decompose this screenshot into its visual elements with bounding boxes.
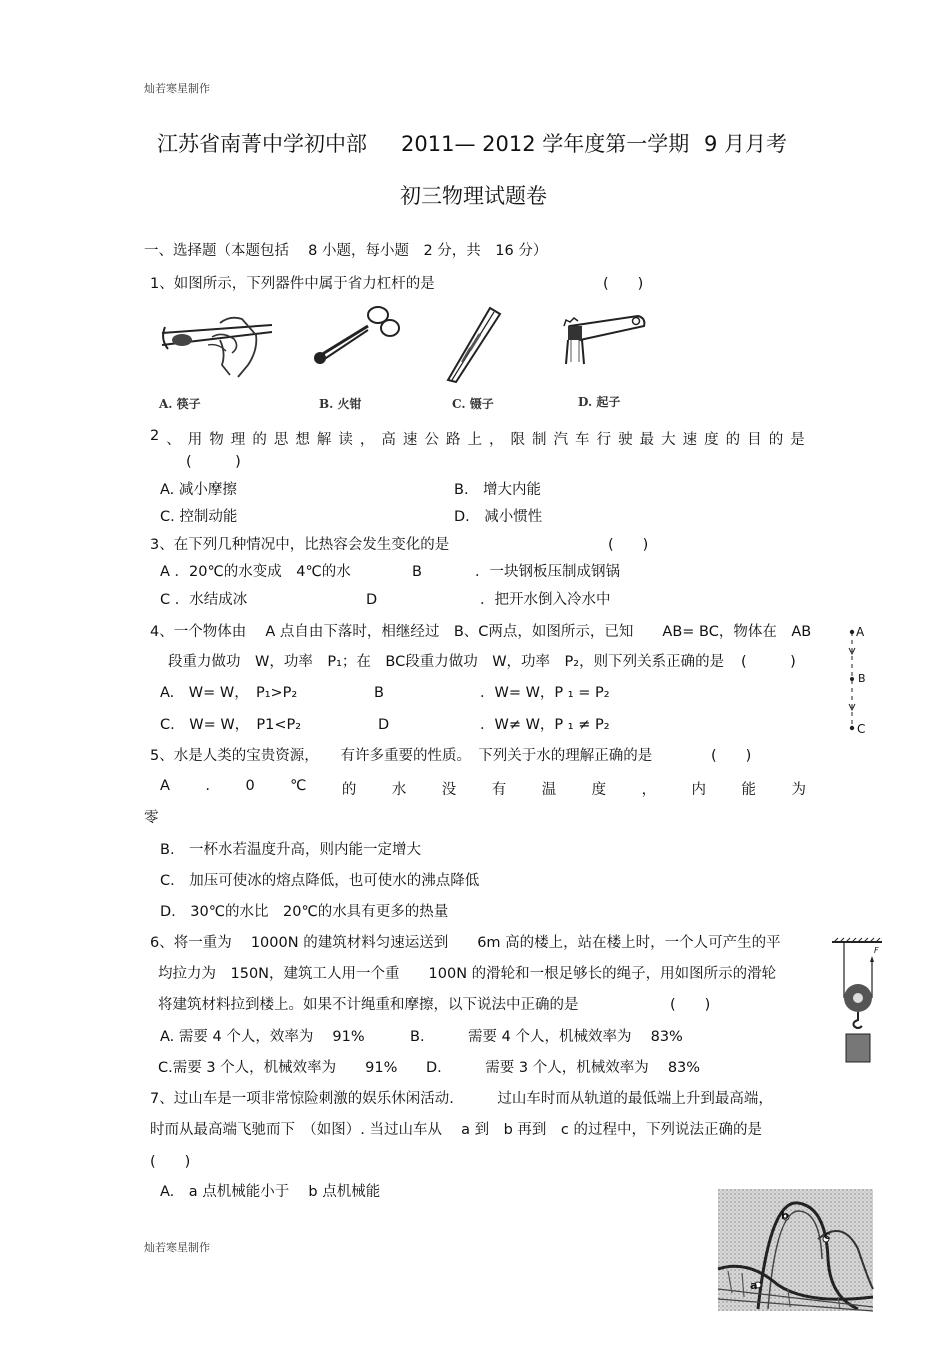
point-a-label-coaster: a (750, 1279, 758, 1292)
q3-option-d: ．把开水倒入冷水中 (480, 592, 611, 608)
figure-label-c: C. 镊子 (452, 397, 494, 411)
title-school: 江苏省南菁中学初中部 (157, 132, 367, 156)
q6-stem-line1: 6、将一重为 1000N 的建筑材料匀速运送到 6m 高的楼上，站在楼上时，一个人可产生的平 (150, 935, 781, 951)
q6-stem-line2: 均拉力为 150N，建筑工人用一个重 100N 的滑轮和一根足够长的绳子，用如图所示的滑轮 (158, 966, 777, 982)
q3-option-b: ．一块钢板压制成钢锅 (475, 564, 620, 580)
q4-stem-line2: 段重力做功 W，功率 P₁；在 BC段重力做功 W，功率 P₂，则下列关系正确的是 (168, 654, 725, 670)
q5-answer-blank: ( ) (711, 748, 752, 764)
q5-stem: 5、水是人类的宝贵资源， 有许多重要的性质。 下列关于水的理解正确的是 (150, 748, 653, 764)
q7-stem-line2: 时而从最高端飞驰而下 （如图）. 当过山车从 a 到 b 再到 c 的过程中，下列说法正确的是 (150, 1122, 762, 1138)
q4-answer-blank: ( ) (741, 654, 796, 670)
title-subject: 初三物理试题卷 (400, 184, 547, 208)
q5-option-a: A . 0 ℃ 的 水 没 有 温 度 ， 内 能 为 (160, 778, 806, 798)
figure-label-d: D. 起子 (578, 395, 621, 409)
q6-option-a: A. 需要 4 个人，效率为 91% (160, 1029, 365, 1045)
q4-option-b: ．W= W，P ₁ = P₂ (480, 685, 610, 701)
page-header: 灿若寒星制作 (144, 82, 210, 95)
q4-option-b-letter: B (374, 685, 384, 701)
q4-option-a: A. W= W， P₁>P₂ (160, 685, 298, 701)
q7-option-a: A. a 点机械能小于 b 点机械能 (160, 1184, 381, 1200)
q2-stem: 2 、 用 物 理 的 思 想 解 读 ， 高 速 公 路 上 ， 限 制 汽 车 行 驶 最 大 速 度 的 目 的 是 (150, 428, 805, 448)
q6-answer-blank: ( ) (670, 997, 711, 1013)
figure-label-a: A. 筷子 (159, 397, 201, 411)
chopsticks-figure (160, 305, 280, 390)
title-exam: 9 月月考 (704, 132, 788, 156)
q2-option-b: B. 增大内能 (454, 482, 542, 498)
q7-answer-blank: ( ) (150, 1154, 191, 1170)
q6-option-d: D. 需要 3 个人，机械效率为 83% (426, 1060, 701, 1076)
q3-option-c: C ．水结成冰 (160, 592, 248, 608)
title-year: 2011— 2012 学年度第一学期 (401, 132, 690, 156)
q3-option-b-letter: B (412, 564, 422, 580)
q1-answer-blank: ( ) (603, 276, 644, 292)
q3-stem: 3、在下列几种情况中，比热容会发生变化的是 (150, 537, 450, 553)
q4-option-c: C. W= W， P1<P₂ (160, 717, 302, 733)
point-b-label: B (858, 672, 866, 685)
q2-option-a: A. 减小摩擦 (160, 482, 237, 498)
point-a-label: A (856, 625, 865, 639)
q3-option-a: A ．20℃的水变成 4℃的水 (160, 564, 351, 580)
point-c-label: C (857, 722, 866, 736)
q2-option-d: D. 减小惯性 (454, 509, 543, 525)
pulley-figure (830, 938, 886, 1066)
point-c-label-coaster: c (824, 1229, 831, 1242)
q2-option-c: C. 控制动能 (160, 509, 238, 525)
section-heading: 一、选择题（本题包括 8 小题，每小题 2 分，共 16 分） (144, 243, 548, 259)
q5-option-a-wrap: 零 (144, 810, 159, 826)
figure-label-b: B. 火钳 (319, 397, 362, 411)
q7-stem-line1: 7、过山车是一项非常惊险刺激的娱乐休闲活动. 过山车时而从轨道的最低端上升到最高端， (150, 1091, 773, 1107)
roller-coaster-figure (718, 1189, 873, 1311)
q4-option-d: ．W≠ W，P ₁ ≠ P₂ (480, 717, 610, 733)
bottle-opener-figure (560, 308, 650, 368)
q6-option-c: C.需要 3 个人，机械效率为 91% (158, 1060, 398, 1076)
point-b-label-coaster: b (781, 1209, 789, 1222)
q4-stem-line1: 4、一个物体由 A 点自由下落时，相继经过 B、C两点，如图所示，已知 AB= BC，物体在 AB (150, 624, 812, 640)
q3-option-d-letter: D (366, 592, 378, 608)
tweezers-figure (440, 300, 505, 385)
q5-option-b: B. 一杯水若温度升高，则内能一定增大 (160, 842, 422, 858)
q5-option-d: D. 30℃的水比 20℃的水具有更多的热量 (160, 904, 449, 920)
q4-option-d-letter: D (378, 717, 390, 733)
force-f-label: F (874, 946, 879, 955)
q5-option-c: C. 加压可使冰的熔点降低，也可使水的沸点降低 (160, 873, 480, 889)
q1-stem: 1、如图所示，下列器件中属于省力杠杆的是 (150, 276, 435, 292)
q3-answer-blank: ( ) (608, 537, 649, 553)
q6-option-b: B. 需要 4 个人，机械效率为 83% (410, 1029, 683, 1045)
q6-stem-line3: 将建筑材料拉到楼上。如果不计绳重和摩擦，以下说法中正确的是 (158, 997, 579, 1013)
page-footer: 灿若寒星制作 (144, 1241, 210, 1254)
fire-tongs-figure (308, 300, 403, 370)
q2-answer-blank: ( ) (186, 454, 241, 470)
